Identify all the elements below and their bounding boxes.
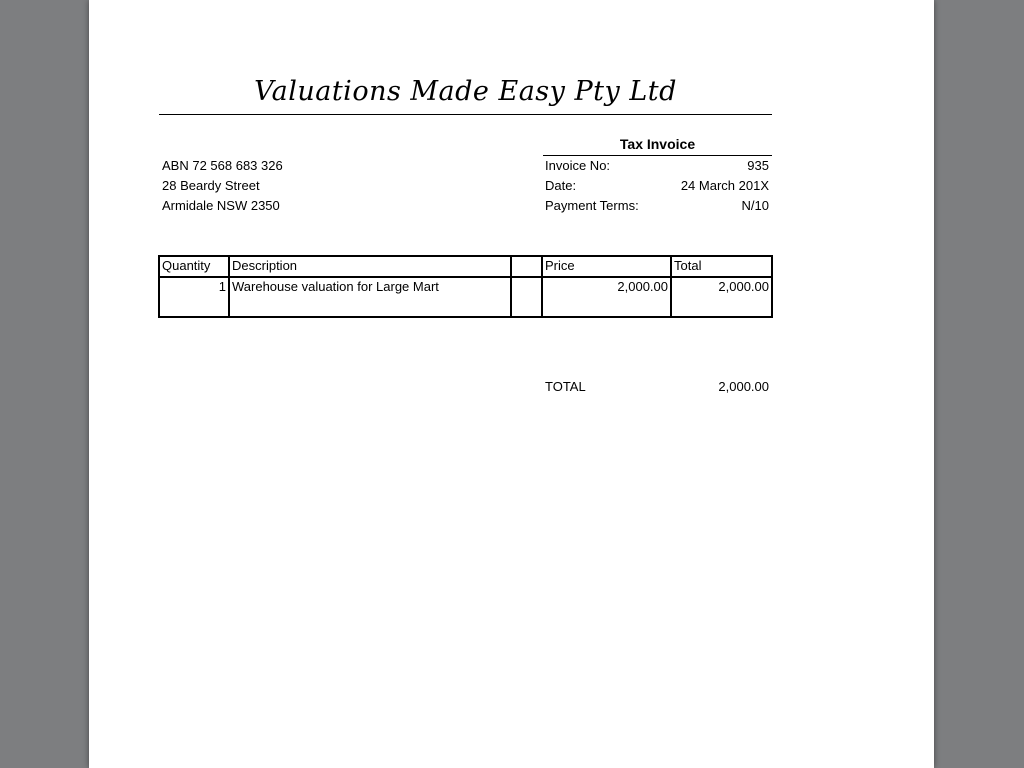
header-blank bbox=[511, 256, 542, 277]
sender-details bbox=[162, 156, 283, 216]
row-price: 2,000.00 bbox=[542, 277, 671, 317]
invoice-date-label: Date: bbox=[545, 178, 577, 193]
total-label: TOTAL bbox=[545, 379, 586, 394]
abn-text: ABN 72 568 683 326 bbox=[162, 158, 283, 173]
row-quantity: 1 bbox=[159, 277, 229, 317]
row-description: Warehouse valuation for Large Mart bbox=[229, 277, 511, 317]
address-line-1: 28 Beardy Street bbox=[162, 178, 260, 193]
payment-terms-label: Payment Terms: bbox=[545, 198, 639, 213]
header-quantity: Quantity bbox=[159, 256, 229, 277]
title-divider bbox=[159, 114, 772, 115]
invoice-number-row bbox=[545, 156, 769, 176]
header-price: Price bbox=[542, 256, 671, 277]
header-description: Description bbox=[229, 256, 511, 277]
payment-terms-row bbox=[545, 196, 769, 216]
row-total: 2,000.00 bbox=[671, 277, 772, 317]
line-items-table bbox=[158, 255, 773, 318]
row-blank bbox=[511, 277, 542, 317]
total-value: 2,000.00 bbox=[718, 379, 769, 394]
table-row bbox=[159, 277, 772, 317]
tax-invoice-title: Tax Invoice bbox=[619, 136, 696, 152]
address-line-2: Armidale NSW 2350 bbox=[162, 198, 280, 213]
company-name: Valuations Made Easy Pty Ltd bbox=[254, 76, 677, 107]
invoice-total-row bbox=[545, 377, 769, 397]
invoice-date-row bbox=[545, 176, 769, 196]
invoice-date-value: 24 March 201X bbox=[680, 178, 769, 193]
invoice-meta bbox=[545, 156, 769, 216]
payment-terms-value: N/10 bbox=[741, 198, 769, 213]
invoice-page bbox=[89, 0, 934, 768]
invoice-number-value: 935 bbox=[747, 158, 769, 173]
invoice-number-label: Invoice No: bbox=[545, 158, 611, 173]
header-total: Total bbox=[671, 256, 772, 277]
table-header-row bbox=[159, 256, 772, 277]
